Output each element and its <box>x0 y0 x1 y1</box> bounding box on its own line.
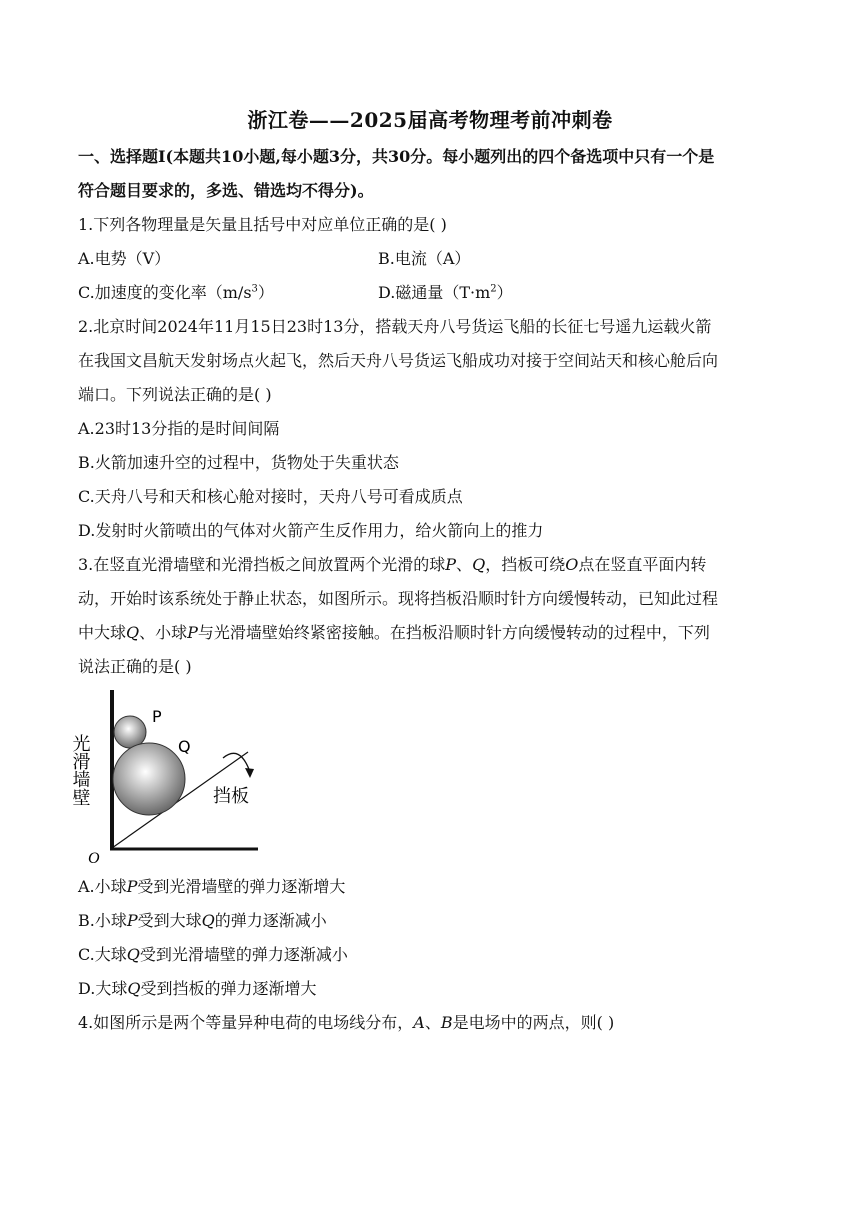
q3-c-var-q: Q <box>126 945 140 964</box>
q1-option-b: B.电流（A） <box>378 249 471 268</box>
label-q: Q <box>178 737 191 756</box>
q3-b-text-1: B.小球 <box>78 911 127 930</box>
q1-option-d-exponent: 2 <box>490 283 497 295</box>
q3-figure-diagram <box>69 686 268 867</box>
ball-p <box>114 716 146 748</box>
q3-stem-line4: 说法正确的是( ) <box>78 657 192 676</box>
q3-d-text-2: 受到挡板的弹力逐渐增大 <box>140 979 317 998</box>
q3-stem-line3 <box>78 622 782 644</box>
q1-option-c-close: ） <box>257 283 274 302</box>
section-heading-line1: 一、选择题I(本题共10小题,每小题3分，共30分。每小题列出的四个备选项中只有一个是 <box>78 147 715 166</box>
q3-stem-line2: 动，开始时该系统处于静止状态，如图所示。现将挡板沿顺时针方向缓慢转动，已知此过程 <box>78 589 719 608</box>
q1-option-d-text: D.磁通量（T·m <box>378 283 491 302</box>
label-o: O <box>88 850 100 867</box>
q3-stem-text-6: 与光滑墙壁始终紧密接触。在挡板沿顺时针方向缓慢转动的过程中，下列 <box>197 623 710 642</box>
q3-d-text-1: D.大球 <box>78 979 128 998</box>
q3-var-p-2: P <box>187 623 198 642</box>
q3-option-a <box>78 876 782 898</box>
q4-var-a: A <box>413 1013 425 1032</box>
q3-d-var-q: Q <box>127 979 141 998</box>
q1-option-c-text: C.加速度的变化率（m/s <box>78 283 252 302</box>
q3-b-var-q: Q <box>201 911 215 930</box>
q3-var-p: P <box>445 555 457 574</box>
label-p: P <box>152 707 162 726</box>
q1-option-d-close: ） <box>496 283 513 302</box>
q3-stem-text-2: ，挡板可绕 <box>485 555 566 574</box>
q3-b-var-p: P <box>126 911 138 930</box>
q2-stem-line1: 2.北京时间2024年11月15日23时13分，搭载天舟八号货运飞船的长征七号遥九运载火箭 <box>78 317 712 336</box>
q3-a-var-p: P <box>126 877 138 896</box>
q3-a-text-2: 受到光滑墙壁的弹力逐渐增大 <box>137 877 346 896</box>
q3-a-text-1: A.小球 <box>78 877 127 896</box>
page-title: 浙江卷——2025届高考物理考前冲刺卷 <box>247 108 613 132</box>
q3-stem-text-5: 、小球 <box>139 623 188 642</box>
q1-option-d <box>378 282 513 304</box>
q2-stem-line3: 端口。下列说法正确的是( ) <box>78 385 272 404</box>
q3-stem-text-3: 点在竖直平面内转 <box>578 555 707 574</box>
q4-var-b: B <box>440 1013 453 1032</box>
q1-options-row2 <box>78 282 782 304</box>
q3-stem-text-1: 3.在竖直光滑墙壁和光滑挡板之间放置两个光滑的球 <box>78 555 446 574</box>
rotation-arrowhead <box>245 768 254 778</box>
q1-options-row1 <box>78 248 782 270</box>
q2-option-b: B.火箭加速升空的过程中，货物处于失重状态 <box>78 453 399 472</box>
q3-sep: 、 <box>456 555 473 574</box>
q3-option-b <box>78 910 782 932</box>
ball-q <box>113 743 185 815</box>
section-heading-line2: 符合题目要求的，多选、错选均不得分)。 <box>78 181 374 200</box>
q2-option-d: D.发射时火箭喷出的气体对火箭产生反作用力，给火箭向上的推力 <box>78 521 544 540</box>
q3-var-q: Q <box>472 555 486 574</box>
q3-c-text-1: C.大球 <box>78 945 127 964</box>
q3-stem-line1 <box>78 554 782 576</box>
q1-option-c <box>78 283 274 302</box>
q4-stem <box>78 1012 782 1034</box>
q3-stem-text-4: 中大球 <box>78 623 127 642</box>
q3-b-text-2: 受到大球 <box>137 911 202 930</box>
q3-var-q-2: Q <box>126 623 140 642</box>
q4-text-2: 是电场中的两点，则( ) <box>452 1013 615 1032</box>
q3-option-d <box>78 978 782 1000</box>
q2-option-a: A.23时13分指的是时间间隔 <box>78 419 280 438</box>
q4-text-1: 4.如图所示是两个等量异种电荷的电场线分布， <box>78 1013 414 1032</box>
label-wall: 光滑墙壁 <box>69 734 91 806</box>
label-board: 挡板 <box>213 786 249 807</box>
q2-stem-line2: 在我国文昌航天发射场点火起飞，然后天舟八号货运飞船成功对接于空间站天和核心舱后向 <box>78 351 719 370</box>
q3-figure <box>69 686 268 867</box>
q2-option-c: C.天舟八号和天和核心舱对接时，天舟八号可看成质点 <box>78 487 463 506</box>
q3-c-text-2: 受到光滑墙壁的弹力逐渐减小 <box>139 945 348 964</box>
q3-var-o: O <box>565 555 579 574</box>
q1-option-c-exponent: 3 <box>251 283 258 295</box>
q4-sep: 、 <box>424 1013 441 1032</box>
q3-b-text-3: 的弹力逐渐减小 <box>214 911 327 930</box>
q3-option-c <box>78 944 782 966</box>
q1-stem: 1.下列各物理量是矢量且括号中对应单位正确的是( ) <box>78 215 447 234</box>
q1-option-a: A.电势（V） <box>78 249 171 268</box>
